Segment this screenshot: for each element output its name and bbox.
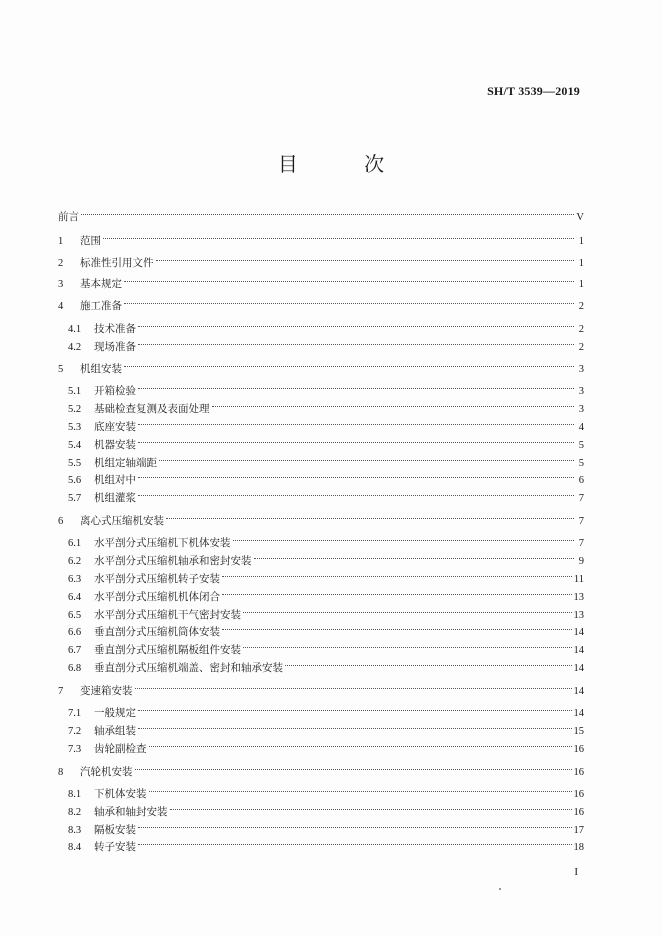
toc-entry-page: 15 xyxy=(573,726,584,737)
toc-entry-title: 转子安装 xyxy=(94,841,136,853)
toc-entry[interactable] xyxy=(58,383,584,399)
toc-dot-leader xyxy=(138,844,572,845)
toc-entry-title: 齿轮副检查 xyxy=(94,743,147,755)
toc-entry-title: 机组定轴端距 xyxy=(94,457,157,469)
toc-entry-number: 5 xyxy=(58,364,64,375)
toc-dot-leader xyxy=(212,406,575,407)
toc-entry[interactable] xyxy=(58,786,584,802)
toc-entry-number: 7.3 xyxy=(68,744,82,755)
toc-entry-title: 范围 xyxy=(80,235,101,247)
toc-entry-page: 14 xyxy=(573,627,584,638)
toc-entry-title: 垂直剖分式压缩机筒体安装 xyxy=(94,626,220,638)
toc-dot-leader xyxy=(138,344,574,345)
toc-entry-page: 1 xyxy=(578,236,584,247)
toc-entry[interactable] xyxy=(58,741,584,757)
toc-entry-number: 8.1 xyxy=(68,789,82,800)
toc-dot-leader xyxy=(135,688,572,689)
toc-entry-title: 底座安装 xyxy=(94,421,136,433)
page-number: I xyxy=(574,866,578,878)
toc-entry[interactable] xyxy=(58,255,584,271)
toc-entry-page: 2 xyxy=(578,324,584,335)
toc-entry-number: 8.4 xyxy=(68,842,82,853)
toc-dot-leader xyxy=(138,728,572,729)
toc-entry-number: 5.3 xyxy=(68,422,82,433)
toc-entry-page: 14 xyxy=(573,645,584,656)
toc-entry-page: 13 xyxy=(573,592,584,603)
toc-dot-leader xyxy=(138,442,574,443)
toc-dot-leader xyxy=(138,710,572,711)
page-title: 目 次 xyxy=(277,152,415,176)
toc-entry[interactable] xyxy=(58,683,584,699)
toc-entry[interactable] xyxy=(58,607,584,623)
toc-dot-leader xyxy=(149,791,572,792)
toc-entry-title: 垂直剖分式压缩机端盖、密封和轴承安装 xyxy=(94,662,283,674)
toc-entry[interactable] xyxy=(58,361,584,377)
toc-dot-leader xyxy=(103,238,574,239)
scan-speck xyxy=(499,888,501,890)
toc-entry[interactable] xyxy=(58,339,584,355)
toc-entry[interactable] xyxy=(58,764,584,780)
toc-entry-number: 8.3 xyxy=(68,825,82,836)
toc-entry-number: 2 xyxy=(58,258,64,269)
toc-entry-page: 14 xyxy=(573,663,584,674)
toc-entry-number: 6.6 xyxy=(68,627,82,638)
toc-entry-title: 轴承和轴封安装 xyxy=(94,806,168,818)
toc-entry-page: 1 xyxy=(578,258,584,269)
toc-entry[interactable] xyxy=(58,513,584,529)
toc-entry-title: 水平剖分式压缩机转子安装 xyxy=(94,573,220,585)
toc-entry-number: 6.7 xyxy=(68,645,82,656)
toc-entry-number: 7.2 xyxy=(68,726,82,737)
toc-entry-title: 下机体安装 xyxy=(94,788,147,800)
toc-entry[interactable] xyxy=(58,298,584,314)
toc-entry-number: 4.2 xyxy=(68,342,82,353)
toc-entry-page: 9 xyxy=(578,556,584,567)
toc-entry[interactable] xyxy=(58,589,584,605)
toc-entry-title: 机组安装 xyxy=(80,363,122,375)
toc-entry-number: 7.1 xyxy=(68,708,82,719)
toc-entry-page: 2 xyxy=(578,342,584,353)
toc-entry-page: 5 xyxy=(578,458,584,469)
toc-entry-page: V xyxy=(576,212,584,223)
toc-entry-title: 基本规定 xyxy=(80,278,122,290)
toc-entry-page: 16 xyxy=(573,744,584,755)
toc-dot-leader xyxy=(222,594,572,595)
toc-entry-page: 6 xyxy=(578,475,584,486)
toc-dot-leader xyxy=(156,260,575,261)
toc-entry-number: 6 xyxy=(58,516,64,527)
toc-entry[interactable] xyxy=(58,723,584,739)
toc-entry-number: 4 xyxy=(58,301,64,312)
toc-entry-page: 11 xyxy=(573,574,584,585)
toc-entry[interactable] xyxy=(58,535,584,551)
toc-entry-number: 5.6 xyxy=(68,475,82,486)
toc-dot-leader xyxy=(81,214,574,215)
toc-dot-leader xyxy=(243,647,572,648)
toc-entry-number: 5.5 xyxy=(68,458,82,469)
toc-entry-page: 17 xyxy=(573,825,584,836)
toc-entry-title: 开箱检验 xyxy=(94,385,136,397)
toc-entry-page: 13 xyxy=(573,610,584,621)
toc-entry-title: 一般规定 xyxy=(94,707,136,719)
toc-entry-number: 8.2 xyxy=(68,807,82,818)
document-code: SH/T 3539—2019 xyxy=(487,84,580,98)
toc-entry[interactable] xyxy=(58,804,584,820)
toc-entry[interactable] xyxy=(58,437,584,453)
toc-dot-leader xyxy=(254,558,575,559)
toc-dot-leader xyxy=(138,326,574,327)
toc-entry[interactable] xyxy=(58,642,584,658)
toc-entry-number: 1 xyxy=(58,236,64,247)
toc-entry-title: 机组灌浆 xyxy=(94,492,136,504)
toc-entry-page: 3 xyxy=(578,364,584,375)
toc-dot-leader xyxy=(170,809,572,810)
toc-entry[interactable] xyxy=(58,233,584,249)
toc-entry-title: 标准性引用文件 xyxy=(80,257,154,269)
toc-entry-title: 变速箱安装 xyxy=(80,685,133,697)
toc-entry-title: 基础检查复测及表面处理 xyxy=(94,403,210,415)
toc-entry[interactable] xyxy=(58,553,584,569)
toc-entry-number: 6.8 xyxy=(68,663,82,674)
toc-entry-page: 3 xyxy=(578,386,584,397)
toc-dot-leader xyxy=(138,477,574,478)
toc-entry[interactable] xyxy=(58,705,584,721)
toc-entry-title: 隔板安装 xyxy=(94,824,136,836)
toc-entry-title: 现场准备 xyxy=(94,341,136,353)
toc-entry-page: 16 xyxy=(573,767,584,778)
toc-entry-page: 5 xyxy=(578,440,584,451)
toc-entry[interactable] xyxy=(58,624,584,640)
toc-entry-number: 6.5 xyxy=(68,610,82,621)
toc-entry-title: 水平剖分式压缩机机体闭合 xyxy=(94,591,220,603)
toc-entry-title: 技术准备 xyxy=(94,323,136,335)
toc-dot-leader xyxy=(166,518,574,519)
toc-entry[interactable] xyxy=(58,472,584,488)
toc-entry-title: 汽轮机安装 xyxy=(80,766,133,778)
toc-dot-leader xyxy=(233,540,575,541)
toc-entry-number: 5.7 xyxy=(68,493,82,504)
toc-dot-leader xyxy=(222,576,572,577)
toc-entry-page: 16 xyxy=(573,789,584,800)
toc-entry[interactable] xyxy=(58,839,584,855)
toc-dot-leader xyxy=(124,366,574,367)
toc-entry-number: 6.2 xyxy=(68,556,82,567)
toc-entry-page: 1 xyxy=(578,279,584,290)
toc-entry-title: 水平剖分式压缩机轴承和密封安装 xyxy=(94,555,252,567)
toc-dot-leader xyxy=(138,495,574,496)
toc-entry-number: 5.4 xyxy=(68,440,82,451)
toc-entry-title: 水平剖分式压缩机干气密封安装 xyxy=(94,609,241,621)
toc-entry-number: 6.3 xyxy=(68,574,82,585)
toc-dot-leader xyxy=(138,424,574,425)
toc-entry-number: 8 xyxy=(58,767,64,778)
toc-dot-leader xyxy=(124,281,574,282)
toc-entry[interactable] xyxy=(58,455,584,471)
toc-entry-number: 5.1 xyxy=(68,386,82,397)
toc-entry-page: 7 xyxy=(578,493,584,504)
toc-entry-title: 机组对中 xyxy=(94,474,136,486)
toc-entry-number: 3 xyxy=(58,279,64,290)
toc-dot-leader xyxy=(135,769,572,770)
toc-dot-leader xyxy=(149,746,572,747)
toc-entry-title: 离心式压缩机安装 xyxy=(80,515,164,527)
toc-entry-number: 4.1 xyxy=(68,324,82,335)
toc-entry-page: 7 xyxy=(578,538,584,549)
toc-entry-page: 14 xyxy=(573,686,584,697)
toc-dot-leader xyxy=(124,303,574,304)
toc-entry-title: 施工准备 xyxy=(80,300,122,312)
toc-entry-title: 水平剖分式压缩机下机体安装 xyxy=(94,537,231,549)
toc-entry[interactable] xyxy=(58,571,584,587)
toc-entry-page: 4 xyxy=(578,422,584,433)
toc-entry[interactable] xyxy=(58,401,584,417)
toc-entry-title: 垂直剖分式压缩机隔板组件安装 xyxy=(94,644,241,656)
toc-entry-page: 7 xyxy=(578,516,584,527)
toc-entry[interactable] xyxy=(58,321,584,337)
toc-entry[interactable] xyxy=(58,419,584,435)
toc-dot-leader xyxy=(159,460,574,461)
toc-entry-title: 轴承组装 xyxy=(94,725,136,737)
toc-entry-number: 7 xyxy=(58,686,64,697)
toc-entry[interactable] xyxy=(58,490,584,506)
toc-entry-page: 3 xyxy=(578,404,584,415)
toc-entry[interactable] xyxy=(58,660,584,676)
toc-entry[interactable] xyxy=(58,209,584,225)
toc-entry-page: 2 xyxy=(578,301,584,312)
toc-dot-leader xyxy=(138,388,574,389)
toc-entry-number: 6.1 xyxy=(68,538,82,549)
toc-entry-title: 机器安装 xyxy=(94,439,136,451)
toc-entry-page: 18 xyxy=(573,842,584,853)
toc-entry-page: 14 xyxy=(573,708,584,719)
toc-entry[interactable] xyxy=(58,276,584,292)
toc-entry-page: 16 xyxy=(573,807,584,818)
toc-dot-leader xyxy=(285,665,572,666)
toc-dot-leader xyxy=(222,629,572,630)
toc-dot-leader xyxy=(243,612,572,613)
toc-entry-number: 6.4 xyxy=(68,592,82,603)
toc-entry[interactable] xyxy=(58,822,584,838)
toc-dot-leader xyxy=(138,827,572,828)
toc-entry-number: 5.2 xyxy=(68,404,82,415)
toc-entry-title: 前言 xyxy=(58,211,79,223)
